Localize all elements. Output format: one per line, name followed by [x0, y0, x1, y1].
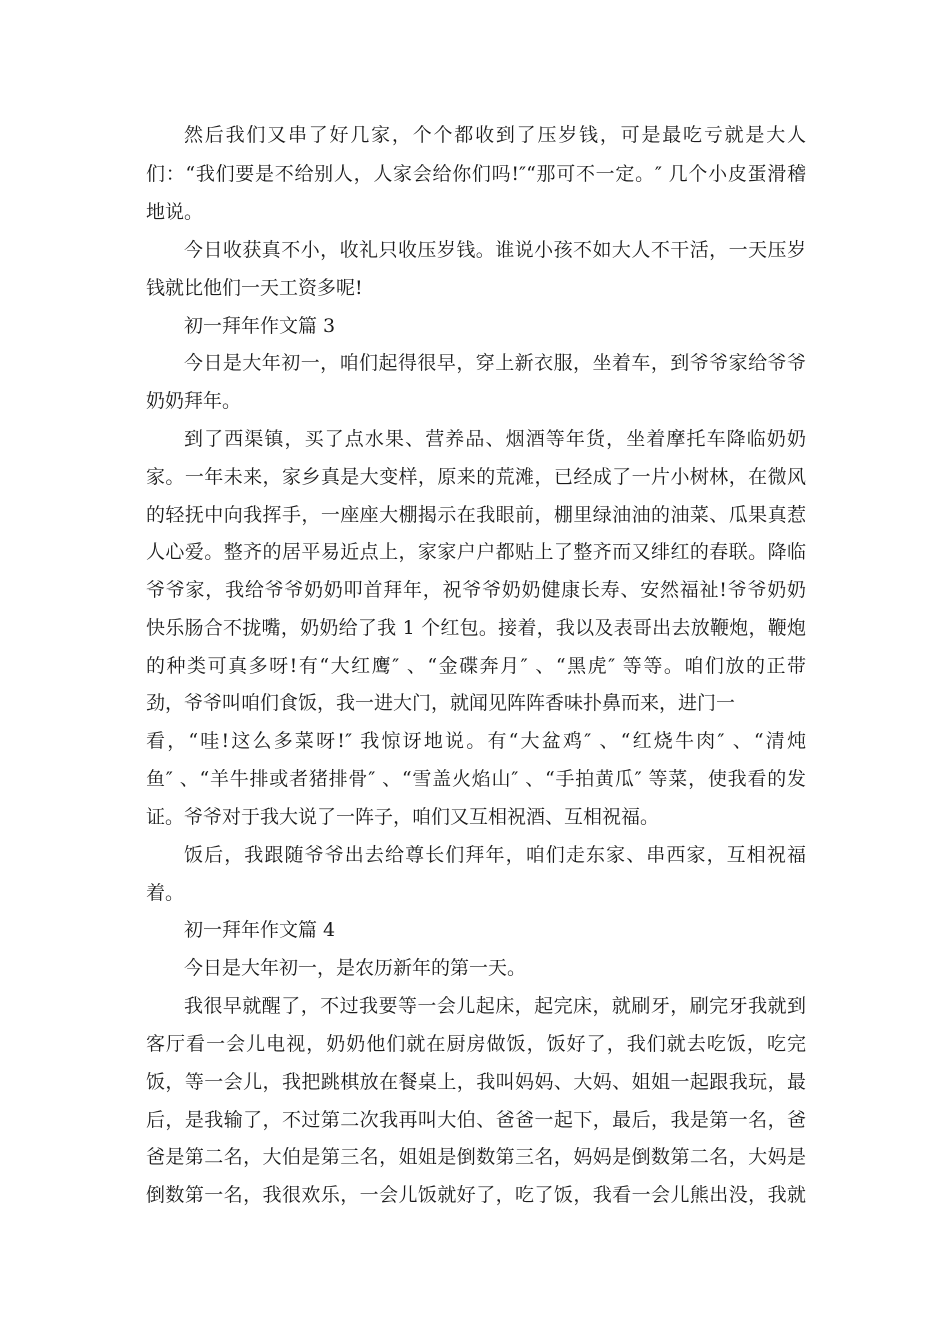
text-line: 看，“哇!这么多菜呀!″ 我惊讶地说。有“大盆鸡″ 、“红烧牛肉″ 、“清炖	[146, 730, 806, 752]
text-line: 饭，等一会儿，我把跳棋放在餐桌上，我叫妈妈、大妈、姐姐一起跟我玩，最	[146, 1071, 806, 1093]
text-line: 爷爷家，我给爷爷奶奶叩首拜年，祝爷爷奶奶健康长寿、安然福祉!爷爷奶奶	[146, 579, 806, 601]
text-line: 今日收获真不小，收礼只收压岁钱。谁说小孩不如大人不干活，一天压岁	[184, 239, 806, 261]
text-line: 奶奶拜年。	[146, 390, 242, 412]
text-line: 地说。	[146, 201, 204, 223]
text-line: 倒数第一名，我很欢乐，一会儿饭就好了，吃了饭，我看一会儿熊出没，我就	[146, 1184, 806, 1206]
text-line: 的种类可真多呀!有“大红鹰″ 、“金碟奔月″ 、“黑虎″ 等等。咱们放的正带	[146, 655, 806, 677]
section-heading: 初一拜年作文篇 4	[184, 919, 336, 941]
text-line: 家。一年未来，家乡真是大变样，原来的荒滩，已经成了一片小树林，在微风	[146, 466, 806, 488]
section-heading: 初一拜年作文篇 3	[184, 315, 336, 337]
text-line: 们：“我们要是不给别人，人家会给你们吗!″“那可不一定。″ 几个小皮蛋滑稽	[146, 163, 806, 185]
text-line: 客厅看一会儿电视，奶奶他们就在厨房做饭，饭好了，我们就去吃饭，吃完	[146, 1033, 806, 1055]
text-line: 今日是大年初一，是农历新年的第一天。	[184, 957, 527, 979]
text-line: 鱼″ 、“羊牛排或者猪排骨″ 、“雪盖火焰山″ 、“手拍黄瓜″ 等菜，使我看的发	[146, 768, 806, 790]
text-line: 然后我们又串了好几家，个个都收到了压岁钱，可是最吃亏就是大人	[184, 124, 806, 146]
text-line: 我很早就醒了，不过我要等一会儿起床，起完床，就刷牙，刷完牙我就到	[184, 995, 806, 1017]
text-line: 今日是大年初一，咱们起得很早，穿上新衣服，坐着车，到爷爷家给爷爷	[184, 352, 806, 374]
text-line: 着。	[146, 882, 185, 904]
text-line: 人心爱。整齐的居平易近点上，家家户户都贴上了整齐而又绯红的春联。降临	[146, 541, 806, 563]
text-line: 钱就比他们一天工资多呢!	[146, 277, 363, 299]
text-line: 的轻抚中向我挥手，一座座大棚揭示在我眼前，棚里绿油油的油菜、瓜果真惹	[146, 504, 806, 526]
text-line: 后，是我输了，不过第二次我再叫大伯、爸爸一起下，最后，我是第一名，爸	[146, 1109, 806, 1131]
text-line: 到了西渠镇，买了点水果、营养品、烟酒等年货，坐着摩托车降临奶奶	[184, 428, 806, 450]
text-line: 饭后，我跟随爷爷出去给尊长们拜年，咱们走东家、串西家，互相祝福	[184, 844, 806, 866]
text-line: 爸是第二名，大伯是第三名，姐姐是倒数第三名，妈妈是倒数第二名，大妈是	[146, 1146, 806, 1168]
text-line: 快乐肠合不拢嘴，奶奶给了我 1 个红包。接着，我以及表哥出去放鞭炮，鞭炮	[146, 617, 806, 639]
text-line: 劲，爷爷叫咱们食饭，我一进大门，就闻见阵阵香味扑鼻而来，进门一	[146, 692, 736, 714]
text-line: 证。爷爷对于我大说了一阵子，咱们又互相祝酒、互相祝福。	[146, 806, 660, 828]
